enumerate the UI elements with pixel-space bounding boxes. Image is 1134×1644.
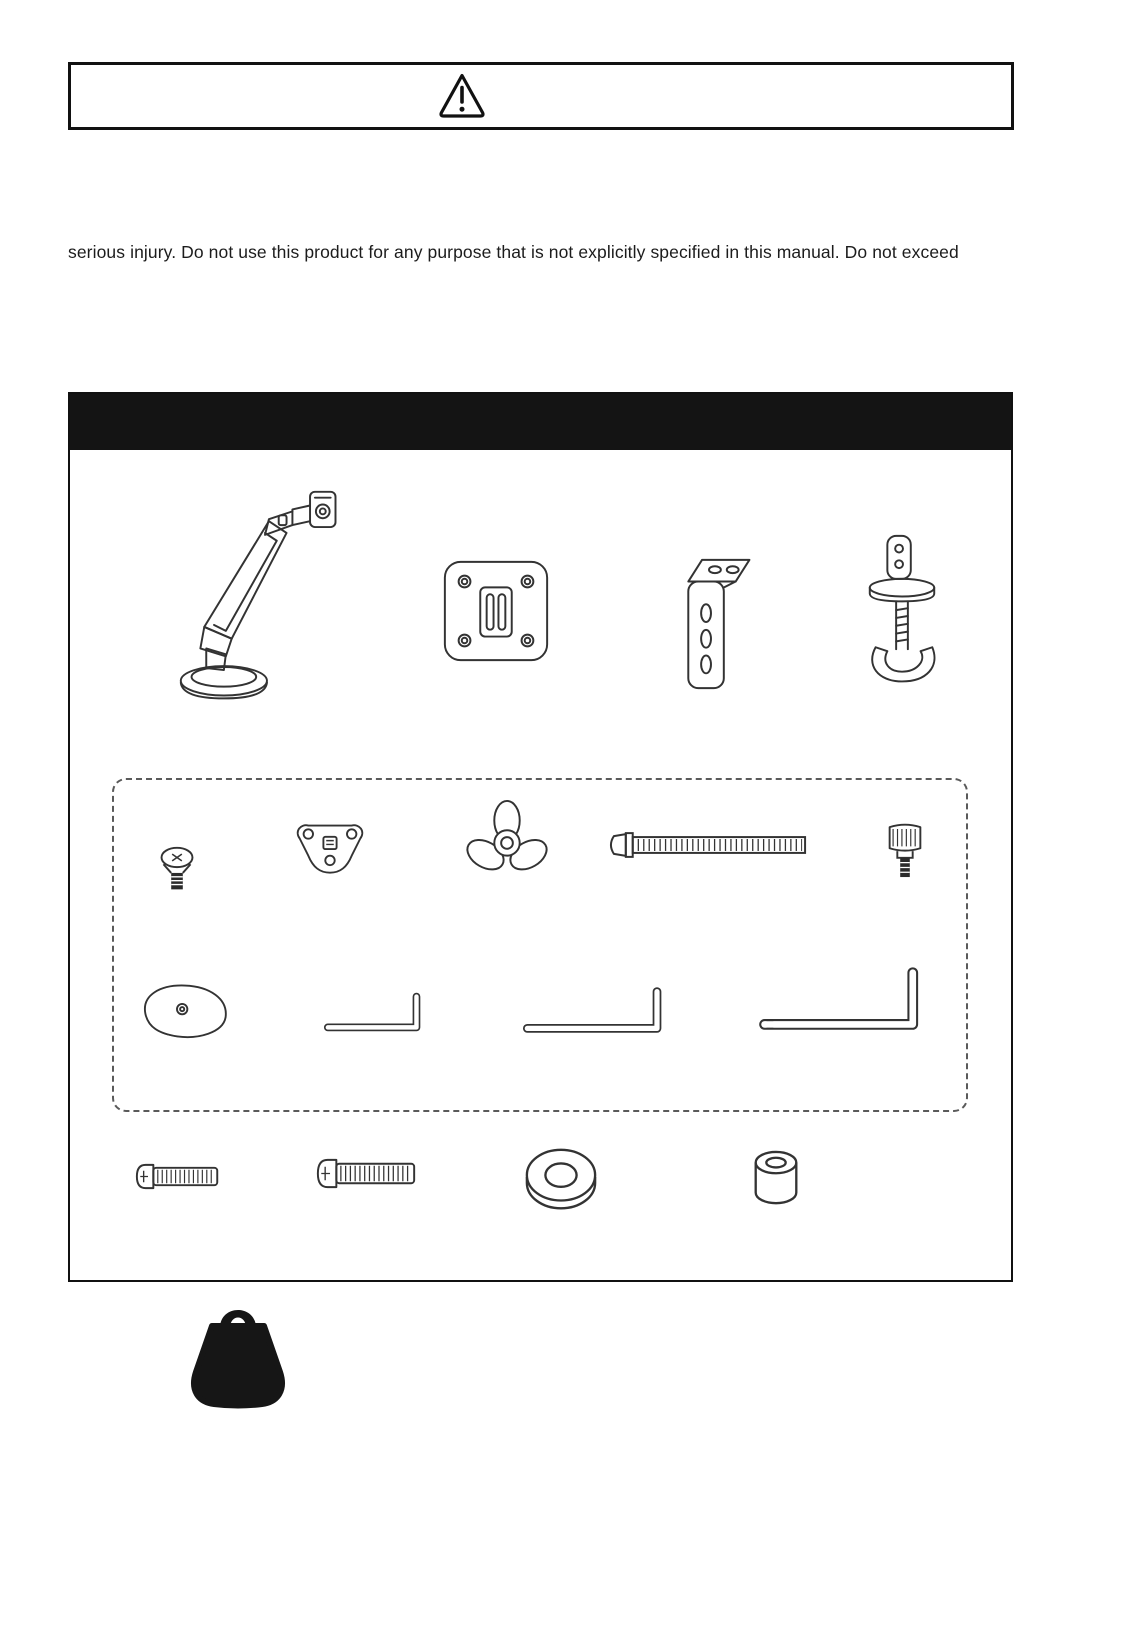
- hex-key-large-image: [754, 962, 936, 1040]
- pan-head-screw-long-image: [313, 1152, 420, 1195]
- weight-icon: [178, 1298, 298, 1414]
- hex-key-medium-image: [519, 980, 675, 1040]
- desk-clamp-image: [848, 532, 956, 700]
- hex-key-small-image: [317, 985, 435, 1038]
- warning-paragraph: serious injury. Do not use this product for any purpose that is not explicitly specified in this manual. Do not exceed: [68, 242, 959, 262]
- thumb-screw-image: [881, 819, 929, 889]
- pan-head-screw-short-image: [133, 1158, 225, 1195]
- spacer-ring-image: [747, 1146, 805, 1214]
- base-plate-image: [137, 978, 233, 1044]
- vesa-plate-image: [437, 552, 555, 670]
- carriage-bolt-image: [605, 827, 813, 863]
- flat-head-screw-image: [152, 842, 202, 900]
- monitor-arm-image: [150, 482, 380, 717]
- warning-triangle-icon: [437, 71, 487, 121]
- tri-lobe-knob-image: [458, 798, 556, 884]
- grommet-bracket-image: [660, 548, 760, 696]
- warning-banner: [68, 62, 1014, 130]
- parts-header-bar: [70, 394, 1011, 450]
- mounting-bracket-image: [286, 818, 374, 884]
- washer-image: [517, 1142, 605, 1220]
